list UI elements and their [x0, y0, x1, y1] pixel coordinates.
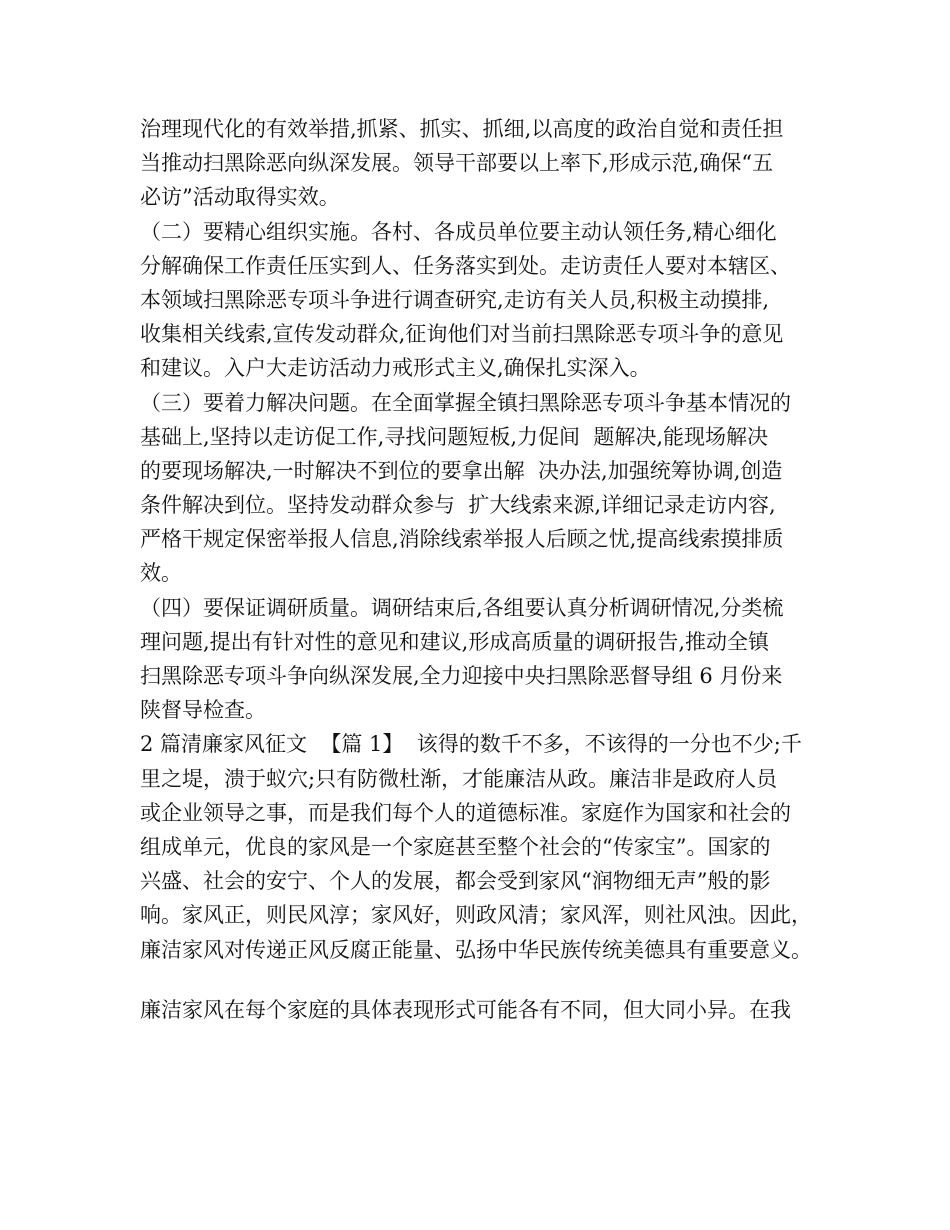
text-line: 严格干规定保密举报人信息,消除线索举报人后顾之忧,提高线索摸排质: [140, 527, 784, 552]
text-line: 和建议。入户大走访活动力戒形式主义,确保扎实深入。: [140, 356, 651, 381]
text-line: 响。家风正，则民风淳；家风好，则政风清；家风浑，则社风浊。因此，: [140, 903, 812, 928]
text-line: 分解确保工作责任压实到人、任务落实到处。走访责任人要对本辖区、: [140, 253, 791, 278]
text-line: 陕督导检查。: [140, 698, 266, 723]
text-line: 基础上,坚持以走访促工作,寻找问题短板,力促间 题解决,能现场解决: [140, 424, 769, 449]
text-line: 当推动扫黑除恶向纵深发展。领导干部要以上率下,形成示范,确保“五: [140, 151, 774, 176]
text-line: 兴盛、社会的安宁、个人的发展，都会受到家风“润物细无声”般的影: [140, 869, 771, 894]
text-line: 必访”活动取得实效。: [140, 185, 340, 210]
text-line: 条件解决到位。坚持发动群众参与 扩大线索来源,详细记录走访内容,: [140, 493, 776, 518]
document-body: [140, 112, 840, 1027]
essay-title-line: 2 篇清廉家风征文 【篇 1】 该得的数千不多，不该得的一分也不少;千: [140, 732, 802, 757]
text-line: 廉洁家风对传递正风反腐正能量、弘扬中华民族传统美德具有重要意义。: [140, 937, 812, 962]
section-heading-line: （四）要保证调研质量。调研结束后,各组要认真分析调研情况,分类梳: [140, 595, 784, 620]
section-heading-line: （二）要精心组织实施。各村、各成员单位要主动认领任务,精心细化: [140, 219, 777, 244]
text-line: 扫黑除恶专项斗争向纵深发展,全力迎接中央扫黑除恶督导组 6 月份来: [140, 664, 783, 688]
text-line: 理问题,提出有针对性的意见和建议,形成高质量的调研报告,推动全镇: [140, 629, 770, 654]
text-line: 治理现代化的有效举措,抓紧、抓实、抓细,以高度的政治自觉和责任担: [140, 117, 784, 141]
text-line: 或企业领导之事，而是我们每个人的道德标准。家庭作为国家和社会的: [140, 800, 791, 825]
paragraph-gap: [140, 967, 840, 993]
text-line: 廉洁家风在每个家庭的具体表现形式可能各有不同，但大同小异。在我: [140, 997, 791, 1022]
text-line: 效。: [140, 561, 182, 586]
text-line: 的要现场解决,一时解决不到位的要拿出解 决办法,加强统筹协调,创造: [140, 458, 783, 483]
text-line: 里之堤，溃于蚁穴;只有防微杜渐，才能廉洁从政。廉洁非是政府人员: [140, 766, 778, 791]
text-line: 组成单元，优良的家风是一个家庭甚至整个社会的“传家宝”。国家的: [140, 834, 771, 859]
section-heading-line: （三）要着力解决问题。在全面掌握全镇扫黑除恶专项斗争基本情况的: [140, 390, 791, 415]
text-line: 本领域扫黑除恶专项斗争进行调查研究,走访有关人员,积极主动摸排,: [140, 287, 770, 312]
text-line: 收集相关线索,宣传发动群众,征询他们对当前扫黑除恶专项斗争的意见: [140, 322, 784, 347]
